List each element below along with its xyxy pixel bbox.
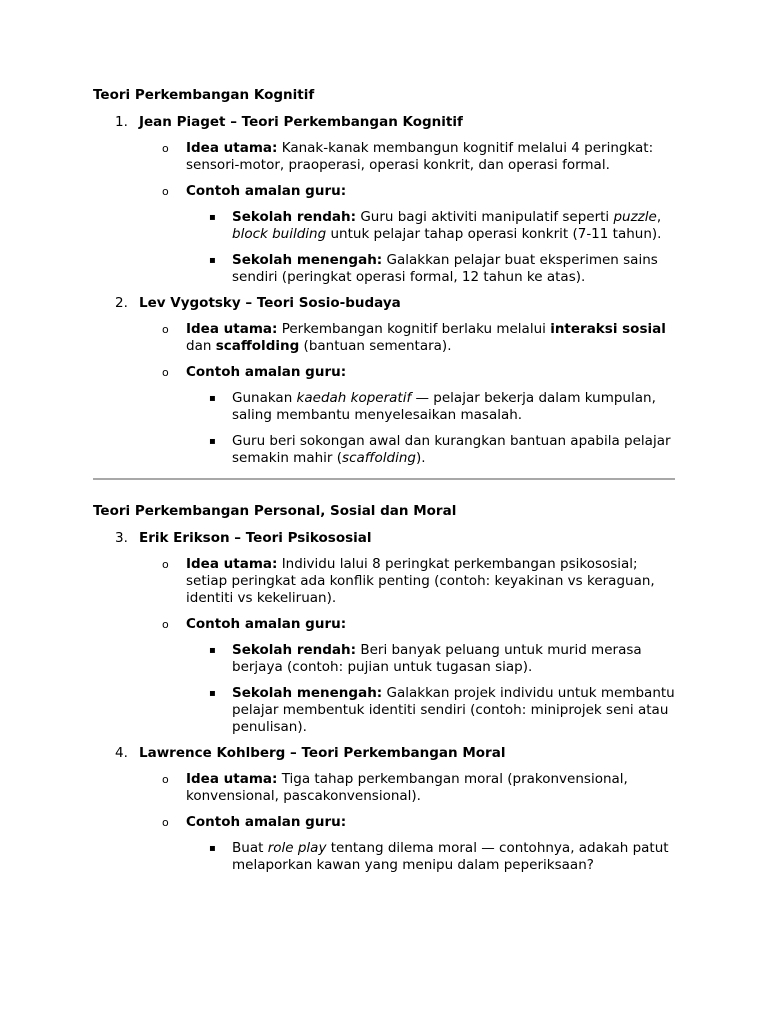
square-bullet-icon: ▪ xyxy=(209,393,216,404)
square-bullet-icon: ▪ xyxy=(209,688,216,699)
sub-italic: role play xyxy=(267,840,327,856)
item-title: Jean Piaget – Teori Perkembangan Kognitif xyxy=(139,114,463,130)
section-heading-personal-sosial-moral: Teori Perkembangan Personal, Sosial dan Moral xyxy=(93,503,457,519)
horizontal-divider xyxy=(93,478,675,480)
item-number: 3. xyxy=(115,530,128,546)
square-bullet-icon: ▪ xyxy=(209,843,216,854)
sub-italic: scaffolding xyxy=(342,450,416,466)
square-bullet-icon: ▪ xyxy=(209,645,216,656)
list-item-erikson xyxy=(93,530,675,547)
idea-text: Kanak-kanak membangun kognitif melalui 4 peringkat: sensori-motor, praoperasi, operasi konkrit, dan operasi formal. xyxy=(186,140,654,173)
square-bullet-icon: ▪ xyxy=(209,212,216,223)
sub-text: Galakkan projek individu untuk membantu pelajar membentuk identiti sendiri (contoh: miniprojek seni atau penulisan). xyxy=(232,685,675,735)
sub-item-sekolah-menengah xyxy=(93,252,675,286)
sub-italic: block building xyxy=(232,226,327,242)
idea-label: Idea utama: xyxy=(186,140,278,156)
sub-item-sekolah-menengah xyxy=(93,685,675,736)
item-number: 1. xyxy=(115,114,128,130)
list-item-vygotsky xyxy=(93,295,675,312)
sub-label: Sekolah menengah: xyxy=(232,685,383,701)
item-title: Lev Vygotsky – Teori Sosio-budaya xyxy=(139,295,401,311)
sub-text: Guru beri sokongan awal dan kurangkan bantuan apabila pelajar semakin mahir ( xyxy=(232,433,671,466)
square-bullet-icon: ▪ xyxy=(209,436,216,447)
sub-text: Gunakan xyxy=(232,390,297,406)
section-heading-kognitif: Teori Perkembangan Kognitif xyxy=(93,87,315,103)
contoh-amalan-erikson xyxy=(93,616,675,633)
sub-text: ). xyxy=(415,450,426,466)
sub-item-sekolah-rendah xyxy=(93,642,675,676)
circle-bullet-icon: o xyxy=(162,142,169,155)
list-item-piaget xyxy=(93,114,675,131)
idea-text: (bantuan sementara). xyxy=(299,338,452,354)
contoh-label: Contoh amalan guru: xyxy=(186,814,347,830)
sub-item-sekolah-rendah xyxy=(93,209,675,243)
sub-item-scaffolding xyxy=(93,433,675,467)
sub-item-koperatif xyxy=(93,390,675,424)
sub-italic: kaedah koperatif xyxy=(296,390,412,406)
circle-bullet-icon: o xyxy=(162,558,169,571)
idea-text: Individu lalui 8 peringkat perkembangan psikososial; setiap peringkat ada konflik penting (contoh: keyakinan vs keraguan, identiti vs kekeliruan). xyxy=(186,556,655,606)
sub-text: Galakkan pelajar buat eksperimen sains sendiri (peringkat operasi formal, 12 tahun ke atas). xyxy=(232,252,658,285)
document-page xyxy=(93,87,675,874)
sub-text: untuk pelajar tahap operasi konkrit (7-11 tahun). xyxy=(326,226,662,242)
square-bullet-icon: ▪ xyxy=(209,255,216,266)
sub-label: Sekolah rendah: xyxy=(232,209,357,225)
sub-label: Sekolah rendah: xyxy=(232,642,357,658)
contoh-label: Contoh amalan guru: xyxy=(186,183,347,199)
list-item-kohlberg xyxy=(93,745,675,762)
idea-utama-erikson xyxy=(93,556,675,607)
circle-bullet-icon: o xyxy=(162,618,169,631)
idea-utama-kohlberg xyxy=(93,771,675,805)
sub-text: Buat xyxy=(232,840,268,856)
idea-bold: interaksi sosial xyxy=(550,321,666,337)
circle-bullet-icon: o xyxy=(162,773,169,786)
idea-bold: scaffolding xyxy=(215,338,300,354)
idea-text: dan xyxy=(186,338,216,354)
idea-label: Idea utama: xyxy=(186,321,278,337)
item-number: 2. xyxy=(115,295,128,311)
sub-label: Sekolah menengah: xyxy=(232,252,383,268)
sub-text: tentang dilema moral — contohnya, adakah patut melaporkan kawan yang menipu dalam peperiksaan? xyxy=(232,840,669,873)
idea-text: Perkembangan kognitif berlaku melalui xyxy=(277,321,551,337)
contoh-label: Contoh amalan guru: xyxy=(186,616,347,632)
sub-text: — pelajar bekerja dalam kumpulan, saling membantu menyelesaikan masalah. xyxy=(232,390,656,423)
item-title: Lawrence Kohlberg – Teori Perkembangan Moral xyxy=(139,745,506,761)
idea-utama-vygotsky xyxy=(93,321,675,355)
sub-item-role-play xyxy=(93,840,675,874)
circle-bullet-icon: o xyxy=(162,185,169,198)
idea-text: Tiga tahap perkembangan moral (prakonvensional, konvensional, pascakonvensional). xyxy=(186,771,628,804)
contoh-amalan-kohlberg xyxy=(93,814,675,831)
sub-text: Beri banyak peluang untuk murid merasa berjaya (contoh: pujian untuk tugasan siap). xyxy=(232,642,642,675)
sub-text: , xyxy=(656,209,662,225)
item-title: Erik Erikson – Teori Psikososial xyxy=(139,530,372,546)
sub-italic: puzzle xyxy=(613,209,657,225)
circle-bullet-icon: o xyxy=(162,323,169,336)
circle-bullet-icon: o xyxy=(162,816,169,829)
item-number: 4. xyxy=(115,745,128,761)
contoh-amalan-piaget xyxy=(93,183,675,200)
idea-label: Idea utama: xyxy=(186,771,278,787)
contoh-label: Contoh amalan guru: xyxy=(186,364,347,380)
idea-utama-piaget xyxy=(93,140,675,174)
contoh-amalan-vygotsky xyxy=(93,364,675,381)
idea-label: Idea utama: xyxy=(186,556,278,572)
circle-bullet-icon: o xyxy=(162,366,169,379)
sub-text: Guru bagi aktiviti manipulatif seperti xyxy=(356,209,614,225)
